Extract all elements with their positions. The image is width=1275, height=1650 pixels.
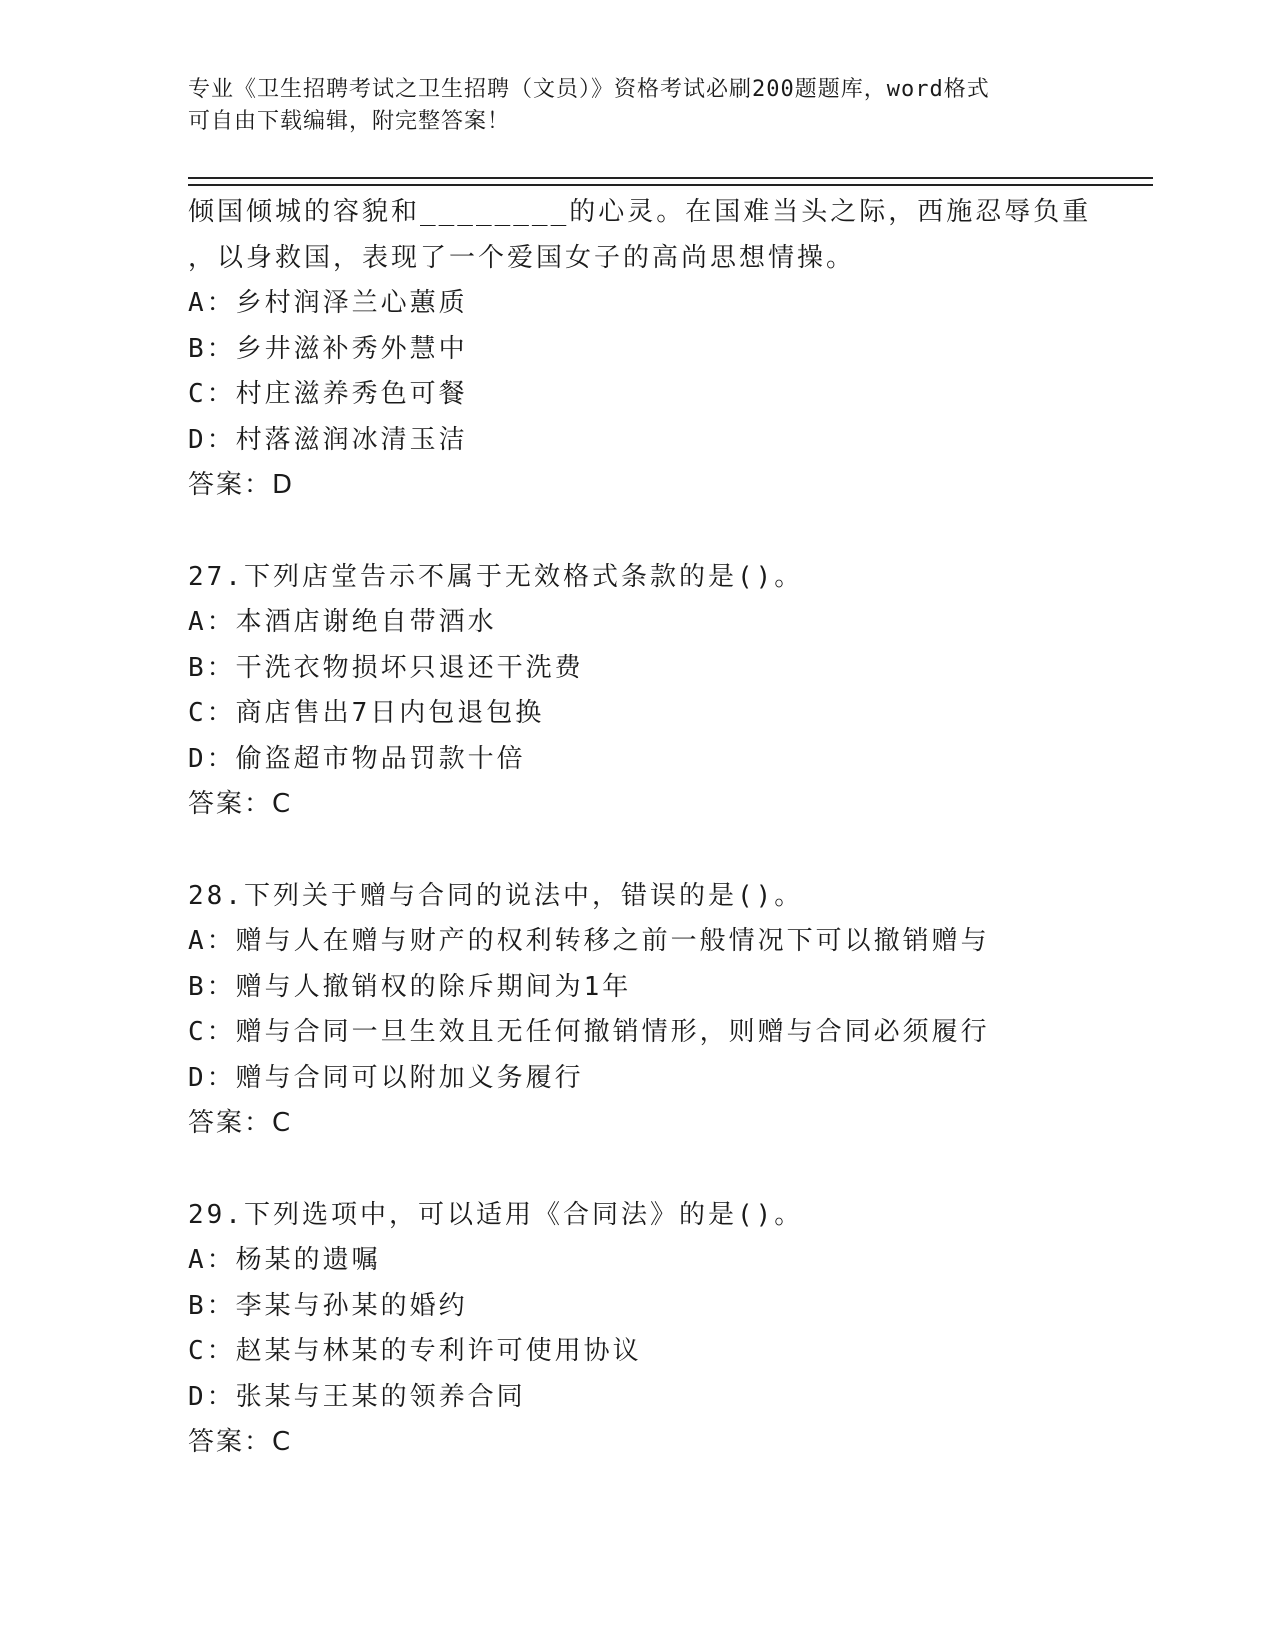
document-header — [188, 74, 1088, 138]
question-stem-continued: ，以身救国，表现了一个爱国女子的高尚思想情操。 — [188, 242, 856, 273]
option-c: C：商店售出7日内包退包换 — [188, 698, 545, 728]
question-stem: 28.下列关于赠与合同的说法中，错误的是()。 — [188, 880, 804, 911]
header-line-2: 可自由下载编辑，附完整答案！ — [188, 109, 511, 134]
option-d: D：张某与王某的领养合同 — [188, 1381, 526, 1412]
header-divider-top — [188, 177, 1153, 179]
answer: 答案：D — [188, 470, 295, 500]
option-c: C：赵某与林某的专利许可使用协议 — [188, 1336, 642, 1366]
option-b: B：干洗衣物损坏只退还干洗费 — [188, 652, 584, 683]
header-line-1: 专业《卫生招聘考试之卫生招聘（文员）》资格考试必刷200题题库，word格式 — [188, 77, 990, 102]
question-stem: 27.下列店堂告示不属于无效格式条款的是()。 — [188, 561, 804, 592]
question-29 — [188, 1193, 1148, 1466]
option-b: B：李某与孙某的婚约 — [188, 1290, 468, 1321]
option-d: D：偷盗超市物品罚款十倍 — [188, 743, 526, 774]
option-c: C：赠与合同一旦生效且无任何撤销情形，则赠与合同必须履行 — [188, 1017, 990, 1047]
option-d: D：村落滋润冰清玉洁 — [188, 424, 468, 455]
answer: 答案：C — [188, 1108, 293, 1138]
option-a: A：本酒店谢绝自带酒水 — [188, 607, 497, 637]
option-a: A：赠与人在赠与财产的权利转移之前一般情况下可以撤销赠与 — [188, 926, 990, 956]
option-b: B：赠与人撤销权的除斥期间为1年 — [188, 971, 632, 1002]
spacer — [188, 828, 1148, 874]
header-divider-bottom — [188, 184, 1153, 186]
question-26 — [188, 190, 1148, 509]
question-27 — [188, 555, 1148, 828]
answer: 答案：C — [188, 1427, 293, 1457]
spacer — [188, 509, 1148, 555]
question-stem: 29.下列选项中，可以适用《合同法》的是()。 — [188, 1199, 804, 1230]
option-a: A：杨某的遗嘱 — [188, 1245, 381, 1275]
question-28 — [188, 874, 1148, 1147]
answer: 答案：C — [188, 789, 293, 819]
question-list — [188, 190, 1148, 1466]
question-stem: 倾国倾城的容貌和________的心灵。在国难当头之际，西施忍辱负重 — [188, 197, 1092, 227]
option-c: C：村庄滋养秀色可餐 — [188, 379, 468, 409]
spacer — [188, 1147, 1148, 1193]
option-d: D：赠与合同可以附加义务履行 — [188, 1062, 584, 1093]
option-a: A：乡村润泽兰心蕙质 — [188, 288, 468, 318]
option-b: B：乡井滋补秀外慧中 — [188, 333, 468, 364]
